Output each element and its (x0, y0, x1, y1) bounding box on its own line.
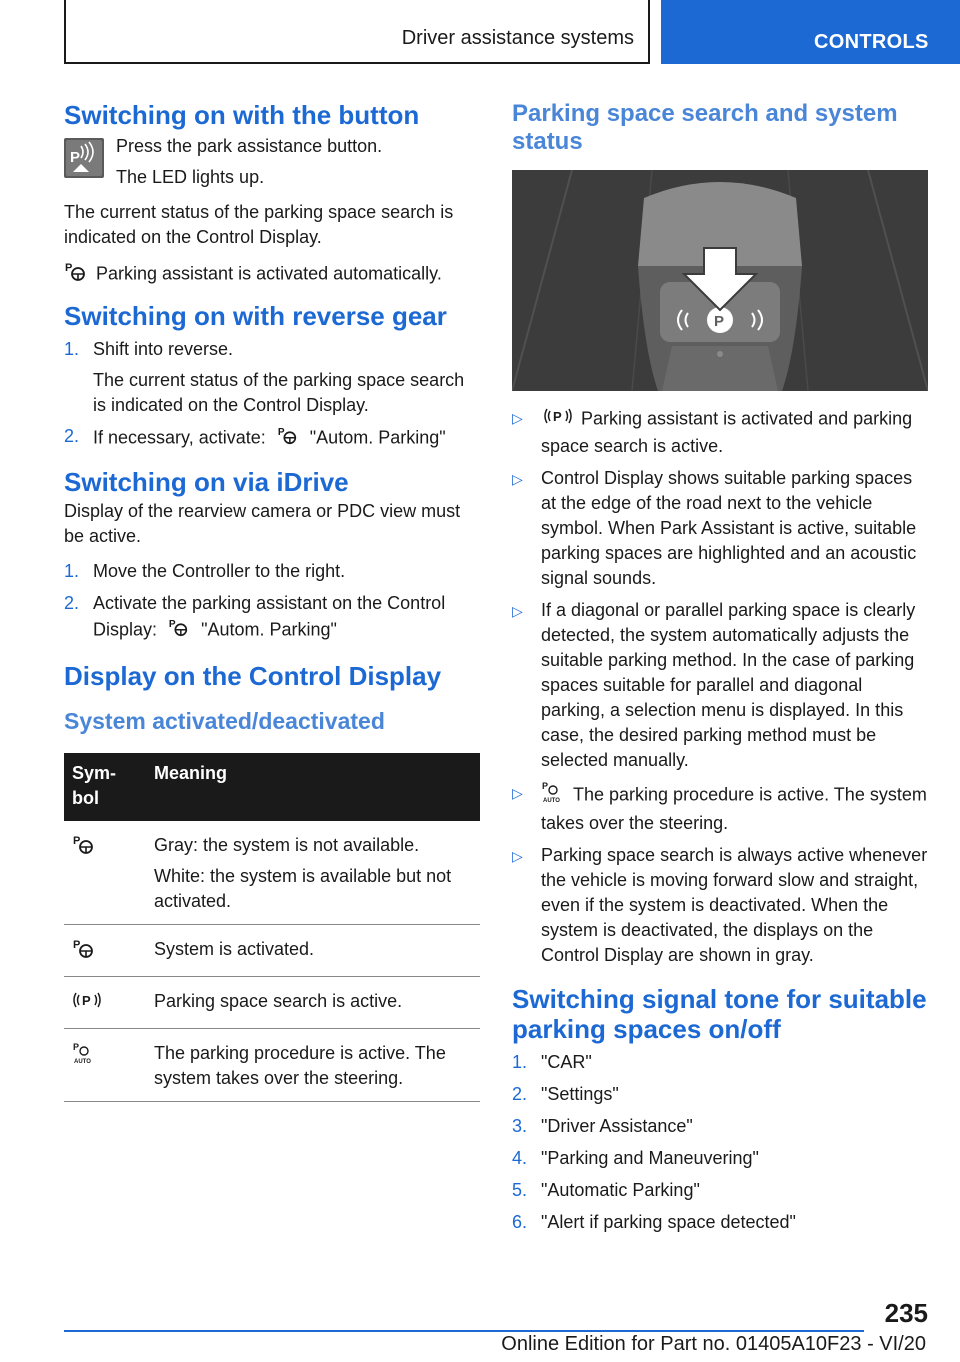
list-item (512, 1146, 928, 1171)
auto-activated-line (64, 260, 480, 289)
header-chapter-label: CONTROLS (814, 31, 929, 53)
parking-auto-icon (541, 780, 565, 811)
meaning-text: Gray: the system is not available. (154, 835, 420, 855)
list-item (512, 1050, 928, 1075)
step-number: 1. (512, 1052, 528, 1072)
step-number: 1. (64, 561, 80, 581)
idrive-paragraph: Display of the rearview camera or PDC view must be active. (64, 501, 461, 546)
auto-activated-text: Parking assistant is activated automatically. (96, 263, 442, 284)
park-assist-button-icon (64, 138, 104, 178)
list-item (512, 405, 928, 459)
step-text: Move the Controller to the right. (93, 561, 346, 581)
step-text: Activate the parking assistant on the Control Display: (93, 593, 446, 640)
svg-text:P: P (82, 993, 91, 1008)
step-number: 1. (64, 339, 80, 359)
status-bullets (512, 405, 928, 968)
step-text: "Alert if parking space detected" (541, 1212, 796, 1232)
svg-text:P: P (65, 262, 73, 274)
table-row (64, 1029, 480, 1102)
parking-steering-icon (168, 616, 190, 645)
step-number: 2. (64, 426, 80, 446)
heading-idrive: Switching on via iDrive (64, 467, 349, 497)
list-item (512, 780, 928, 836)
left-column (64, 100, 480, 1102)
svg-text:AUTO: AUTO (543, 798, 560, 804)
parking-display-illustration (512, 170, 928, 391)
header-section-title: Driver assistance systems (401, 27, 634, 49)
triangle-bullet-icon: ▷ (512, 785, 523, 801)
status-paragraph: The current status of the parking space search is indicated on the Control Display. (64, 202, 454, 247)
parking-steering-gray-icon (72, 833, 96, 862)
bullet-text: If a diagonal or parallel parking space is clearly detected, the system automatically adjusts the suitable parking method. In the case of parking spaces suitable for parallel and diagonal parking, a selection menu is displayed. In this case, the desired parking method must be selected manually. (541, 600, 916, 770)
list-item (64, 424, 480, 453)
meaning-text: System is activated. (146, 925, 480, 977)
parking-search-waves-icon (72, 989, 102, 1018)
header-symbol: Sym- bol (64, 753, 146, 821)
header-meaning: Meaning (146, 753, 480, 821)
svg-text:P: P (168, 619, 176, 630)
triangle-bullet-icon: ▷ (512, 410, 523, 426)
triangle-bullet-icon: ▷ (512, 471, 523, 487)
list-item (512, 843, 928, 968)
table-row (64, 977, 480, 1029)
bullet-text: Control Display shows suitable parking spaces at the edge of the road next to the vehicle symbol. When Park Assistant is active, suitable parking spaces are highlighted and an acoustic signal sounds. (541, 468, 917, 588)
header-section-box (64, 0, 650, 64)
parking-steering-icon (277, 424, 299, 453)
list-item (512, 1210, 928, 1235)
step-text: Shift into reverse. (93, 339, 234, 359)
svg-text:P: P (553, 409, 562, 424)
footer-edition: Online Edition for Part no. 01405A10F23 - VI/20 (501, 1333, 926, 1355)
step-menu-item: "Autom. Parking" (309, 427, 446, 448)
heading-control-display: Display on the Control Display (64, 661, 442, 691)
heading-parking-search: Parking space search and system status (512, 100, 898, 155)
svg-text:P: P (73, 1042, 80, 1052)
svg-text:P: P (542, 781, 549, 791)
svg-text:AUTO: AUTO (74, 1059, 91, 1065)
svg-text:P: P (714, 313, 725, 330)
meaning-text: Parking space search is active. (146, 977, 480, 1029)
heading-system-activated: System activated/deactivated (64, 708, 385, 734)
step-text: "Parking and Maneuvering" (541, 1148, 759, 1168)
list-item (512, 1082, 928, 1107)
heading-signal-tone: Switching signal tone for suitable parking spaces on/off (512, 984, 927, 1044)
reverse-steps-list (64, 337, 480, 453)
list-item (64, 591, 480, 645)
parking-search-waves-icon (543, 405, 573, 434)
idrive-steps-list (64, 559, 480, 645)
step-text: "Driver Assistance" (541, 1116, 693, 1136)
step-number: 4. (512, 1148, 528, 1168)
table-row (64, 821, 480, 925)
step-number: 5. (512, 1180, 528, 1200)
triangle-bullet-icon: ▷ (512, 603, 523, 619)
button-led-text: The LED lights up. (116, 167, 265, 187)
step-number: 2. (64, 593, 80, 613)
step-text: If necessary, activate: (93, 427, 266, 448)
step-number: 6. (512, 1212, 528, 1232)
table-header-row (64, 753, 480, 821)
heading-reverse-gear: Switching on with reverse gear (64, 301, 447, 331)
button-instruction (64, 134, 480, 190)
list-item (64, 559, 480, 584)
bullet-text: Parking assistant is activated and parking space search is active. (541, 408, 913, 456)
svg-text:P: P (73, 939, 81, 951)
button-step-text: Press the park assistance button. (116, 136, 383, 156)
step-text: "Settings" (541, 1084, 619, 1104)
list-item (512, 466, 928, 591)
list-item (512, 1114, 928, 1139)
meaning-text: White: the system is available but not activated. (154, 866, 452, 911)
list-item (64, 337, 480, 418)
svg-text:P: P (70, 149, 81, 166)
step-text: "Automatic Parking" (541, 1180, 700, 1200)
meaning-text: The parking procedure is active. The system takes over the steering. (146, 1029, 480, 1102)
heading-switch-button: Switching on with the button (64, 100, 420, 130)
parking-steering-icon (64, 260, 88, 289)
right-column (512, 100, 928, 1235)
bullet-text: The parking procedure is active. The system takes over the steering. (541, 784, 927, 833)
step-number: 3. (512, 1116, 528, 1136)
list-item (512, 598, 928, 773)
step-number: 2. (512, 1084, 528, 1104)
signal-steps-list (512, 1050, 928, 1235)
page-number: 235 (884, 1298, 928, 1328)
bullet-text: Parking space search is always active whenever the vehicle is moving forward slow and straight, even if the system is deactivated. When the system is deactivated, the displays on the Control Display are shown in gray. (541, 845, 928, 965)
step-text: "CAR" (541, 1052, 592, 1072)
table-row (64, 925, 480, 977)
footer-divider (64, 1330, 864, 1332)
symbol-meaning-table (64, 753, 480, 1102)
step-subtext: The current status of the parking space search is indicated on the Control Display. (93, 370, 465, 415)
parking-auto-icon (72, 1041, 96, 1072)
step-menu-item: "Autom. Parking" (201, 619, 337, 640)
svg-text:P: P (73, 835, 81, 847)
parking-steering-icon (72, 937, 96, 966)
header-chapter-tab[interactable] (661, 0, 960, 64)
svg-text:P: P (277, 427, 285, 438)
list-item (512, 1178, 928, 1203)
triangle-bullet-icon: ▷ (512, 848, 523, 864)
